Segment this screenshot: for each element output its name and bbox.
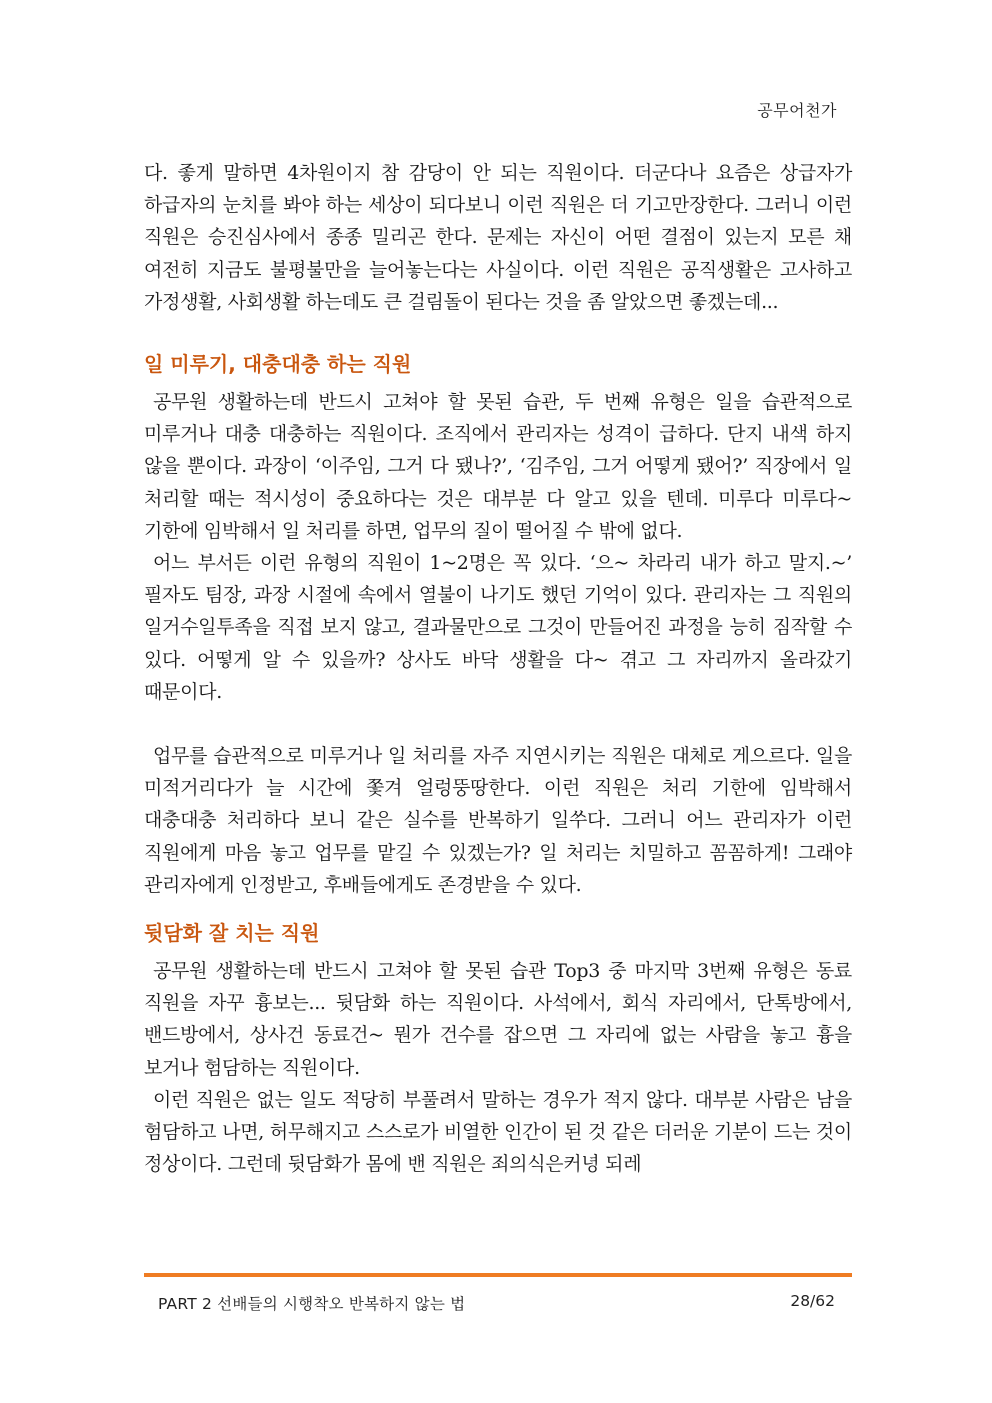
footer-part-title: PART 2 선배들의 시행착오 반복하지 않는 법: [158, 1295, 466, 1313]
footer-divider: [144, 1273, 852, 1277]
page-body: [144, 157, 852, 1180]
paragraph-3: 어느 부서든 이런 유형의 직원이 1~2명은 꼭 있다. ‘으~ 차라리 내가 하고 말지.~’ 필자도 팀장, 과장 시절에 속에서 열불이 나기도 했던 기억이 있다. 관리자는 그 직원의 일거수일투족을 직접 보지 않고, 결과물만으로 그것이 만들어진 과정을 능히 짐작할 수 있다. 어떻게 알 수 있을까? 상사도 바닥 생활을 다~ 겪고 그 자리까지 올라갔기 때문이다.: [144, 552, 852, 703]
paragraph-4: 업무를 습관적으로 미루거나 일 처리를 자주 지연시키는 직원은 대체로 게으르다. 일을 미적거리다가 늘 시간에 쫓겨 얼렁뚱땅한다. 이런 직원은 처리 기한에 임박해서 대충대충 처리하다 보니 같은 실수를 반복하기 일쑤다. 그러니 어느 관리자가 이런 직원에게 마음 놓고 업무를 맡길 수 있겠는가? 일 처리는 치밀하고 꼼꼼하게! 그래야 관리자에게 인정받고, 후배들에게도 존경받을 수 있다.: [144, 745, 852, 896]
paragraph-5: 공무원 생활하는데 반드시 고쳐야 할 못된 습관 Top3 중 마지막 3번째 유형은 동료 직원을 자꾸 흉보는... 뒷담화 하는 직원이다. 사석에서, 회식 자리에서, 단톡방에서, 밴드방에서, 상사건 동료건~ 뭔가 건수를 잡으면 그 자리에 없는 사람을 놓고 흉을 보거나 험담하는 직원이다.: [144, 960, 852, 1079]
paragraph-2: 공무원 생활하는데 반드시 고쳐야 할 못된 습관, 두 번째 유형은 일을 습관적으로 미루거나 대충 대충하는 직원이다. 조직에서 관리자는 성격이 급하다. 단지 내색 하지 않을 뿐이다. 과장이 ‘이주임, 그거 다 됐나?’, ‘김주임, 그거 어떻게 됐어?’ 직장에서 일 처리할 때는 적시성이 중요하다는 것은 대부분 다 알고 있을 텐데. 미루다 미루다~ 기한에 임박해서 일 처리를 하면, 업무의 질이 떨어질 수 밖에 없다.: [144, 391, 852, 542]
paragraph-6: 이런 직원은 없는 일도 적당히 부풀려서 말하는 경우가 적지 않다. 대부분 사람은 남을 험담하고 나면, 허무해지고 스스로가 비열한 인간이 된 것 같은 더러운 기분이 드는 것이 정상이다. 그런데 뒷담화가 몸에 밴 직원은 죄의식은커녕 되레: [144, 1088, 852, 1176]
paragraph-1: 다. 좋게 말하면 4차원이지 참 감당이 안 되는 직원이다. 더군다나 요즘은 상급자가 하급자의 눈치를 봐야 하는 세상이 되다보니 이런 직원은 더 기고만장한다. 그러니 이런 직원은 승진심사에서 종종 밀리곤 한다. 문제는 자신이 어떤 결점이 있는지 모른 채 여전히 지금도 불평불만을 늘어놓는다는 사실이다. 이런 직원은 공직생활은 고사하고 가정생활, 사회생활 하는데도 큰 걸림돌이 된다는 것을 좀 알았으면 좋겠는데...: [144, 162, 852, 313]
footer-page-number: 28/62: [790, 1292, 835, 1310]
section-heading-gossip: 뒷담화 잘 치는 직원: [144, 921, 320, 946]
section-heading-procrastination: 일 미루기, 대충대충 하는 직원: [144, 352, 412, 377]
running-head-title: 공무어천가: [757, 101, 837, 120]
